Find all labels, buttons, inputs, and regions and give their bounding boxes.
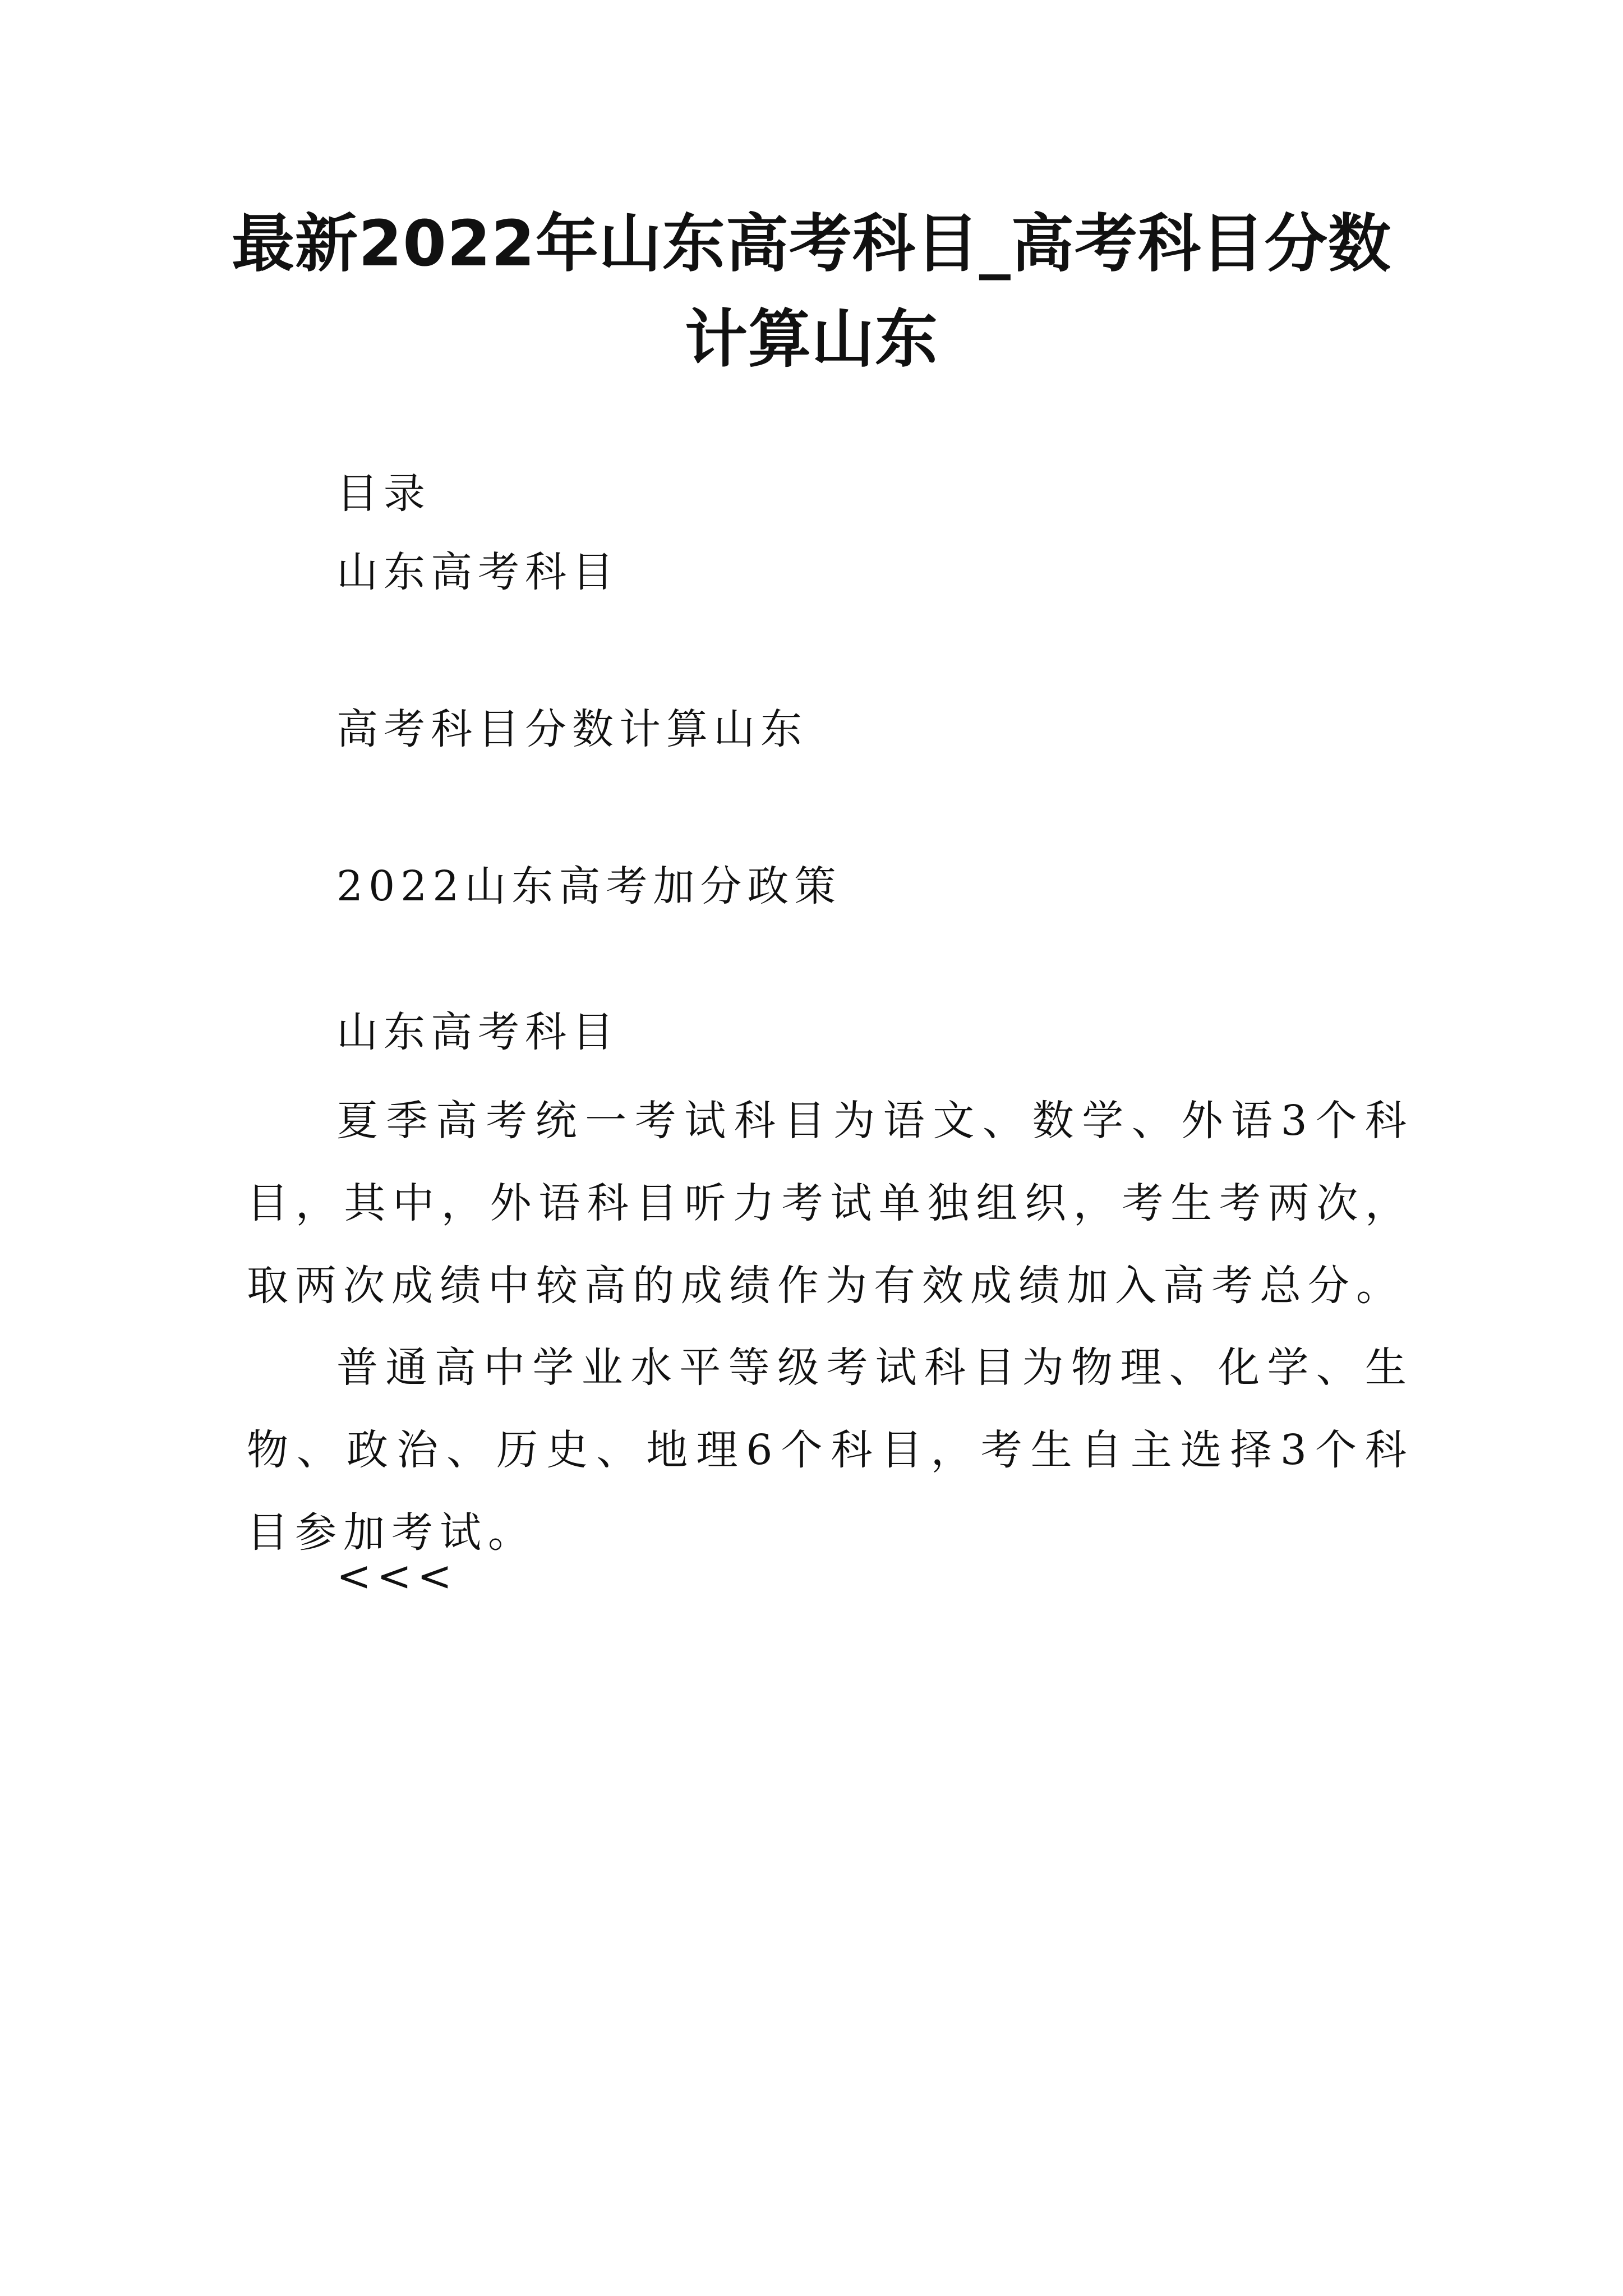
toc-item-shandong-subjects[interactable]: 山东高考科目 [336, 548, 619, 596]
toc-heading: 目录 [336, 470, 431, 518]
section-heading: 山东高考科目 [336, 1008, 619, 1056]
toc-item-score-calculation[interactable]: 高考科目分数计算山东 [336, 705, 808, 753]
toc-item-bonus-policy[interactable]: 2022山东高考加分政策 [336, 862, 842, 910]
more-link[interactable]: <<< [336, 1552, 458, 1600]
paragraph-level-exam: 普通高中学业水平等级考试科目为物理、化学、生物、政治、历史、地理6个科目，考生自主选择3个科目参加考试。 [247, 1343, 1413, 1557]
paragraph-exam-subjects: 夏季高考统一考试科目为语文、数学、外语3个科目，其中，外语科目听力考试单独组织，考生考两次，取两次成绩中较高的成绩作为有效成绩加入高考总分。 [247, 1097, 1413, 1310]
document-title: 最新2022年山东高考科目_高考科目分数计算山东 [232, 208, 1391, 376]
